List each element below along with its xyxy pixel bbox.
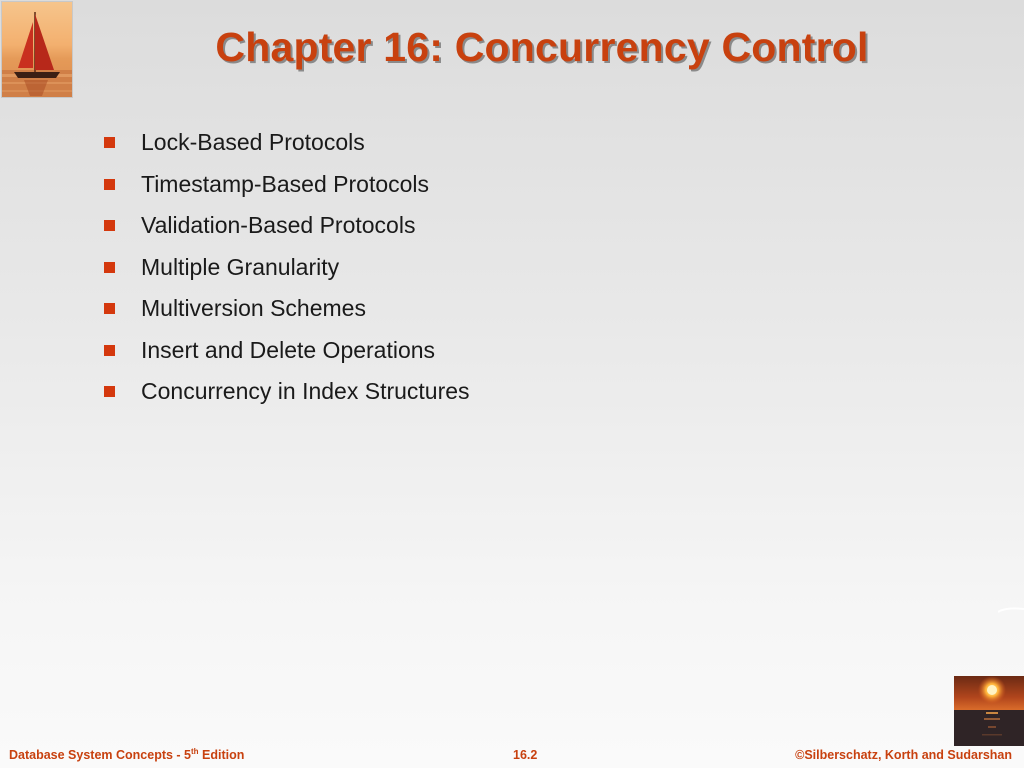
square-bullet-icon (104, 386, 115, 397)
bullet-text: Lock-Based Protocols (141, 129, 365, 155)
square-bullet-icon (104, 179, 115, 190)
square-bullet-icon (104, 137, 115, 148)
bullet-text: Insert and Delete Operations (141, 336, 436, 363)
footer-title-prefix: Database System Concepts - 5 (9, 748, 192, 762)
footer (0, 745, 1024, 767)
slide-title: Chapter 16: Concurrency Control (215, 24, 869, 70)
footer-book-title (9, 748, 244, 762)
footer-copyright: ©Silberschatz, Korth and Sudarshan (795, 748, 1012, 762)
footer-title-suffix: Edition (198, 748, 245, 762)
decorative-wave-icon (998, 604, 1024, 616)
bullet-text: Concurrency in Index Structures (141, 378, 470, 404)
square-bullet-icon (104, 220, 115, 231)
square-bullet-icon (104, 345, 115, 356)
square-bullet-icon (104, 262, 115, 273)
bullet-text: Timestamp-Based Protocols (141, 170, 430, 197)
bullet-text: Validation-Based Protocols (141, 212, 416, 238)
footer-title-superscript: th (191, 747, 199, 756)
sunset-icon (954, 676, 1024, 746)
square-bullet-icon (104, 303, 115, 314)
bullet-text: Multiversion Schemes (141, 295, 366, 321)
bullet-text: Multiple Granularity (141, 253, 340, 280)
footer-page-number: 16.2 (513, 748, 538, 762)
